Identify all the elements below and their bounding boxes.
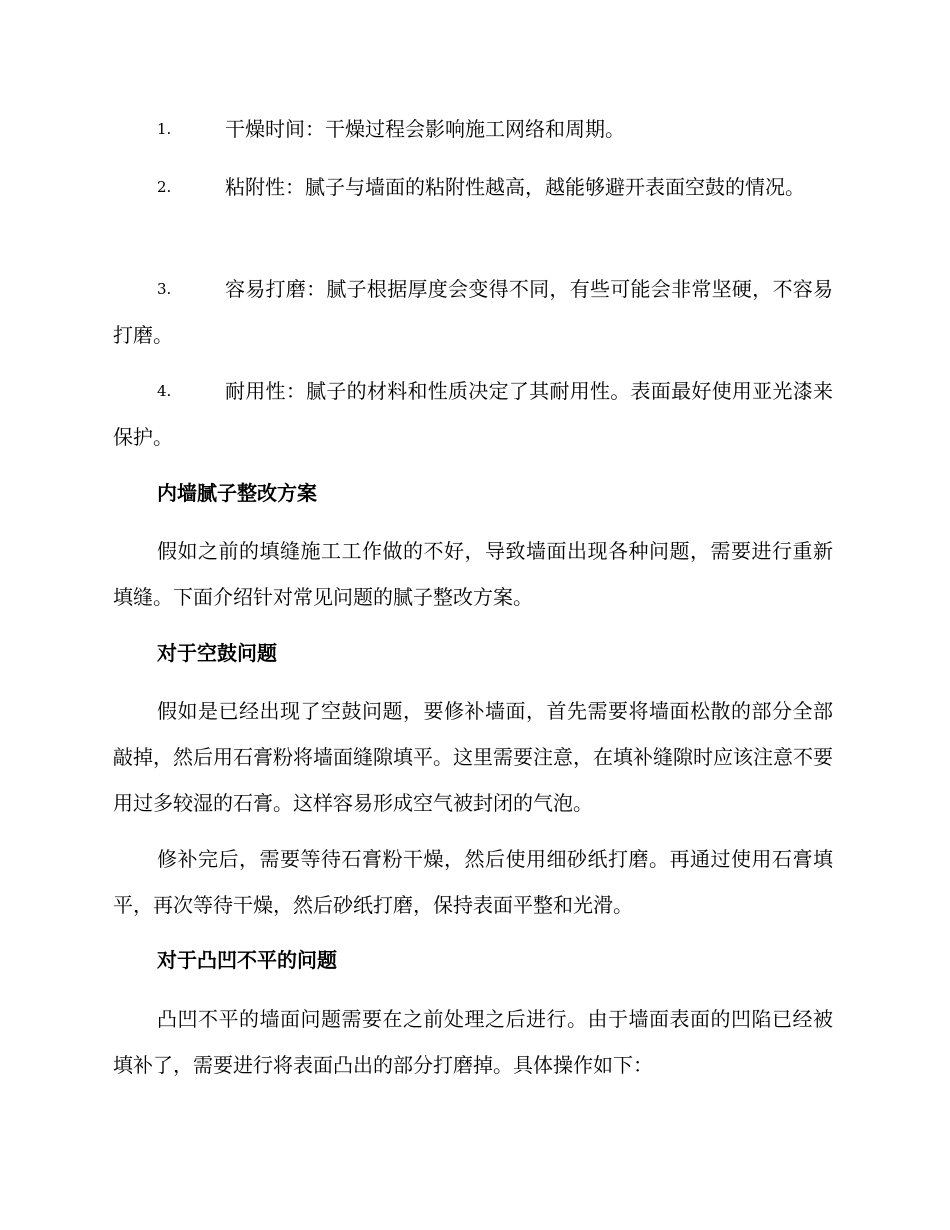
- list-item: [113, 164, 833, 210]
- list-number: 1.: [157, 120, 172, 138]
- list-text: 粘附性：腻子与墙面的粘附性越高，越能够避开表面空鼓的情况。: [225, 175, 805, 199]
- paragraph-uneven-1: 凸凹不平的墙面问题需要在之前处理之后进行。由于墙面表面的凹陷已经被填补了，需要进行将表面凸出的部分打磨掉。具体操作如下：: [113, 1007, 833, 1077]
- list-number: 3.: [157, 280, 172, 298]
- paragraph-hollow-1: 假如是已经出现了空鼓问题，要修补墙面，首先需要将墙面松散的部分全部敲掉，然后用石膏粉将墙面缝隙填平。这里需要注意，在填补缝隙时应该注意不要用过多较湿的石膏。这样容易形成空气被封闭的气泡。: [113, 699, 833, 815]
- list-item: [113, 368, 833, 460]
- list-number: 2.: [157, 178, 172, 196]
- paragraph-rectify-intro: 假如之前的填缝施工工作做的不好，导致墙面出现各种问题，需要进行重新填缝。下面介绍针对常见问题的腻子整改方案。: [113, 539, 833, 609]
- paragraph-hollow-2: 修补完后，需要等待石膏粉干燥，然后使用细砂纸打磨。再通过使用石膏填平，再次等待干燥，然后砂纸打磨，保持表面平整和光滑。: [113, 847, 833, 917]
- list-item: [113, 266, 833, 358]
- section-heading-rectify: 内墙腻子整改方案: [157, 481, 317, 505]
- list-text: 容易打磨：腻子根据厚度会变得不同，有些可能会非常坚硬，不容易打磨。: [113, 277, 833, 347]
- list-number: 4.: [157, 382, 172, 400]
- section-heading-uneven: 对于凸凹不平的问题: [157, 948, 337, 972]
- list-text: 干燥时间：干燥过程会影响施工网络和周期。: [225, 117, 625, 141]
- list-text: 耐用性：腻子的材料和性质决定了其耐用性。表面最好使用亚光漆来保护。: [113, 379, 833, 449]
- section-heading-hollow: 对于空鼓问题: [157, 641, 277, 665]
- list-item: [113, 106, 833, 152]
